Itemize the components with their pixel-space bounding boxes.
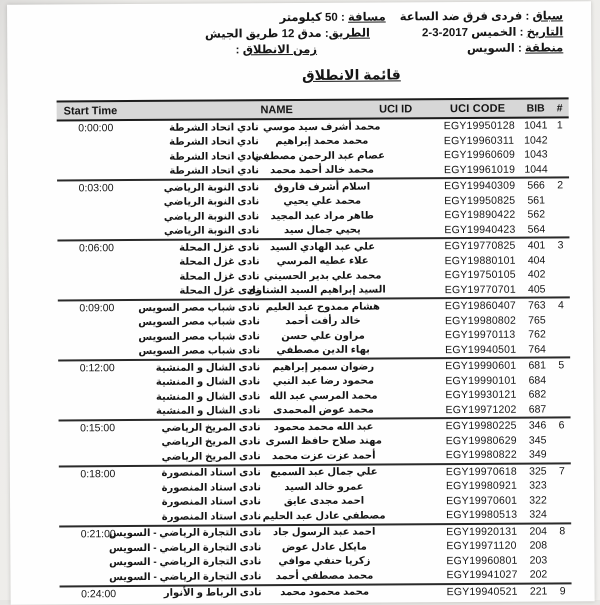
col-header-start-time: Start Time: [57, 105, 129, 117]
uci-code-cell: EGY19750105: [436, 269, 522, 282]
rider-row: [57, 162, 569, 180]
rider-name-cell: رضوان سمير إبراهيم: [260, 361, 386, 373]
club-cell: نادى التجارة الرياضي - السويس: [131, 571, 261, 583]
rider-name-cell: مصطفي عادل عبد الحليم: [261, 510, 387, 522]
rider-name-cell: محمد المرسي عبد الله: [260, 390, 386, 402]
rider-row: [59, 567, 571, 585]
rider-name-cell: أحمد عزت عزت محمد: [261, 450, 387, 462]
club-cell: نادى المريخ الرياضي: [131, 422, 261, 434]
bib-cell: 684: [522, 374, 552, 386]
uci-code-cell: EGY19940501: [436, 343, 522, 356]
start-time-cell: 0:12:00: [58, 362, 130, 374]
rider-name-cell: محمد مصطفي أحمد: [261, 570, 387, 582]
rider-name-cell: احمد مجدى عايق: [261, 496, 387, 508]
region-field: منطقة : السويس: [467, 40, 563, 57]
club-cell: نادى الشال و المنشية: [130, 376, 260, 388]
uci-code-cell: EGY19770825: [435, 240, 521, 253]
race-field: سباق : فردى فرق ضد الساعة: [400, 8, 563, 25]
uci-code-cell: EGY19980629: [437, 434, 523, 447]
group-number-cell: 3: [551, 240, 569, 252]
start-time-cell: 0:21:00: [59, 528, 131, 540]
group-number-cell: 5: [552, 360, 570, 372]
club-cell: نادى التجارة الرياضي - السويس: [131, 556, 261, 568]
club-cell: نادى غزل المحلة: [130, 285, 260, 297]
uci-code-cell: EGY19960801: [437, 554, 523, 567]
date-field: التاريخ : الخميس 2017-3-2: [422, 24, 563, 41]
club-cell: نادي اتحاد الشرطة: [129, 165, 259, 177]
uci-code-cell: EGY19860407: [436, 300, 522, 313]
bib-cell: 566: [521, 180, 551, 192]
group-number-cell: 6: [553, 420, 571, 432]
uci-code-cell: EGY19971202: [436, 403, 522, 416]
bib-cell: 203: [523, 554, 553, 566]
club-cell: نادى النوبة الرياضي: [129, 182, 259, 194]
bib-cell: 564: [521, 223, 551, 235]
club-cell: نادى شباب مصر السويس: [130, 331, 260, 343]
bib-cell: 401: [521, 240, 551, 252]
club-cell: نادى استاد المنصورة: [131, 511, 261, 523]
page-title: قائمة الانطلاق: [59, 65, 600, 86]
group-number-cell: 7: [553, 465, 571, 477]
club-cell: نادى استاد المنصورة: [131, 496, 261, 508]
uci-code-cell: EGY19940521: [438, 585, 524, 598]
club-cell: نادى الشال و المنشية: [130, 362, 260, 374]
col-header-number: #: [551, 102, 569, 114]
club-cell: نادى النوبة الرياضي: [129, 196, 259, 208]
uci-code-cell: EGY19920131: [437, 525, 523, 538]
club-cell: نادى المريخ الرياضي: [131, 451, 261, 463]
rider-name-cell: يحيي جمال سيد: [259, 225, 385, 237]
road-field: الطريق: مدق 12 طريق الجيش: [205, 26, 370, 43]
club-cell: نادي اتحاد الشرطة: [129, 151, 259, 163]
rider-name-cell: احمد عبد الرسول جاد: [261, 527, 387, 539]
uci-code-cell: EGY19980225: [437, 420, 523, 433]
rider-name-cell: علاء عطيه المرسي: [260, 256, 386, 268]
bib-cell: 349: [523, 449, 553, 461]
bib-cell: 562: [521, 209, 551, 221]
uci-code-cell: EGY19970601: [437, 494, 523, 507]
team-group: [59, 524, 571, 587]
rider-name-cell: مراون علي حسن: [260, 330, 386, 342]
club-cell: نادي اتحاد الشرطة: [129, 122, 259, 134]
group-number-cell: 8: [553, 525, 571, 537]
club-cell: نادى التجارة الرياضي - السويس: [131, 542, 261, 554]
start-time-cell: 0:06:00: [57, 242, 129, 254]
uci-code-cell: EGY19890422: [435, 209, 521, 222]
club-cell: نادى استاد المنصورة: [131, 482, 261, 494]
club-cell: نادي اتحاد الشرطة: [129, 136, 259, 148]
uci-code-cell: EGY19940423: [435, 223, 521, 236]
team-group: [60, 584, 572, 602]
uci-code-cell: EGY19950825: [435, 194, 521, 207]
uci-code-cell: EGY19930121: [436, 389, 522, 402]
rider-name-cell: محمد علي يحيي: [259, 196, 385, 208]
uci-code-cell: EGY19960609: [435, 149, 521, 162]
bib-cell: 1042: [521, 134, 551, 146]
club-cell: نادى الشال و المنشية: [130, 405, 260, 417]
bib-cell: 404: [522, 254, 552, 266]
bib-cell: 762: [522, 329, 552, 341]
team-group: [57, 238, 569, 301]
rider-row: [57, 222, 569, 240]
group-number-cell: 9: [554, 585, 572, 597]
club-cell: نادى شباب مصر السويس: [130, 345, 260, 357]
uci-code-cell: EGY19961019: [435, 163, 521, 176]
club-cell: نادى غزل المحلة: [130, 271, 260, 283]
distance-field: مسافة : 50 كيلومتر: [280, 9, 386, 26]
rider-row: [59, 507, 571, 525]
bib-cell: 765: [522, 314, 552, 326]
team-group: [59, 418, 571, 467]
bib-cell: 346: [523, 420, 553, 432]
bib-cell: 322: [523, 494, 553, 506]
start-time-cell: 0:00:00: [57, 122, 129, 134]
rider-name-cell: محمد عوض المحمدى: [260, 405, 386, 417]
uci-code-cell: EGY19941027: [437, 569, 523, 582]
rider-name-cell: علي عبد الهادي السيد: [259, 241, 385, 253]
team-group: [57, 118, 569, 181]
bib-cell: 405: [522, 283, 552, 295]
club-cell: نادى استاد المنصورة: [131, 467, 261, 479]
team-group: [57, 178, 569, 241]
bib-cell: 561: [521, 194, 551, 206]
rider-row: [58, 342, 570, 360]
rider-name-cell: زكريا حنفي موافي: [261, 556, 387, 568]
bib-cell: 1043: [521, 149, 551, 161]
rider-row: [58, 402, 570, 420]
rider-row: [60, 584, 572, 602]
start-list-table: [57, 97, 572, 601]
club-cell: نادى الرباط و الأنوار: [132, 587, 262, 599]
rider-name-cell: محمد علي بدير الحسيني: [260, 270, 386, 282]
uci-code-cell: EGY19980921: [437, 480, 523, 493]
start-time-cell: 0:09:00: [58, 302, 130, 314]
bib-cell: 681: [522, 360, 552, 372]
race-info-row-3: [7, 40, 563, 59]
document-page: [7, 1, 595, 605]
rider-name-cell: محمد خالد أحمد محمد: [259, 165, 385, 177]
bib-cell: 325: [523, 465, 553, 477]
uci-code-cell: EGY19880101: [436, 254, 522, 267]
bib-cell: 763: [522, 300, 552, 312]
rider-name-cell: محمد محمود محمد: [262, 587, 388, 599]
race-info-block: [7, 1, 591, 60]
rider-name-cell: اسلام أشرف فاروق: [259, 181, 385, 193]
group-number-cell: 4: [552, 300, 570, 312]
uci-code-cell: EGY19980513: [437, 509, 523, 522]
uci-code-cell: EGY19940309: [435, 180, 521, 193]
club-cell: نادى المريخ الرياضي: [131, 436, 261, 448]
table-body: [57, 118, 572, 601]
rider-name-cell: عمرو خالد السيد: [261, 481, 387, 493]
group-number-cell: 1: [551, 120, 569, 132]
team-group: [59, 464, 571, 527]
group-number-cell: 2: [551, 180, 569, 192]
rider-row: [59, 447, 571, 465]
bib-cell: 323: [523, 480, 553, 492]
rider-row: [58, 282, 570, 300]
team-group: [58, 298, 570, 361]
bib-cell: 1041: [521, 120, 551, 132]
start-time-field: زمن الانطلاق :: [236, 42, 317, 58]
uci-code-cell: EGY19770701: [436, 283, 522, 296]
bib-cell: 204: [523, 525, 553, 537]
rider-name-cell: محمد محمد إبراهيم: [259, 136, 385, 148]
rider-name-cell: محمود رضا عبد النبي: [260, 376, 386, 388]
bib-cell: 345: [523, 434, 553, 446]
club-cell: نادى النوبة الرياضي: [129, 225, 259, 237]
col-header-uci-code: UCI CODE: [435, 102, 521, 115]
bib-cell: 221: [524, 585, 554, 597]
col-header-name: NAME: [129, 103, 385, 117]
bib-cell: 682: [522, 389, 552, 401]
rider-name-cell: بهاء الدين مصطفي: [260, 345, 386, 357]
club-cell: نادى التجارة الرياضي - السويس: [131, 527, 261, 539]
rider-name-cell: علي جمال عبد السميع: [261, 467, 387, 479]
bib-cell: 402: [522, 269, 552, 281]
uci-code-cell: EGY19980822: [437, 449, 523, 462]
rider-name-cell: هشام ممدوح عبد العليم: [260, 301, 386, 313]
bib-cell: 764: [522, 343, 552, 355]
start-time-cell: 0:15:00: [59, 422, 131, 434]
club-cell: نادى غزل المحلة: [130, 256, 260, 268]
start-time-cell: 0:18:00: [59, 468, 131, 480]
bib-cell: 324: [523, 509, 553, 521]
club-cell: نادى شباب مصر السويس: [130, 316, 260, 328]
start-time-cell: 0:03:00: [57, 182, 129, 194]
col-header-uci-id: UCI ID: [371, 103, 421, 115]
uci-code-cell: EGY19971120: [437, 540, 523, 553]
uci-code-cell: EGY19980802: [436, 314, 522, 327]
rider-name-cell: مايكل عادل عوض: [261, 541, 387, 553]
start-time-cell: 0:24:00: [60, 588, 132, 600]
rider-name-cell: طاهر مراد عبد المجيد: [259, 210, 385, 222]
rider-name-cell: محمد أشرف سيد موسي: [259, 121, 385, 133]
uci-code-cell: EGY19950128: [435, 120, 521, 133]
bib-cell: 687: [522, 403, 552, 415]
bib-cell: 202: [523, 569, 553, 581]
team-group: [58, 358, 570, 421]
club-cell: نادى الشال و المنشية: [130, 391, 260, 403]
rider-name-cell: خالد رأفت أحمد: [260, 316, 386, 328]
bib-cell: 208: [523, 540, 553, 552]
club-cell: نادى غزل المحلة: [129, 242, 259, 254]
rider-name-cell: عبد الله محمد محمود: [261, 421, 387, 433]
rider-name-cell: السيد إبراهيم السيد الشناوى: [260, 285, 386, 297]
club-cell: نادى شباب مصر السويس: [130, 302, 260, 314]
uci-code-cell: EGY19970618: [437, 465, 523, 478]
uci-code-cell: EGY19960311: [435, 134, 521, 147]
uci-code-cell: EGY19990101: [436, 374, 522, 387]
bib-cell: 1044: [521, 163, 551, 175]
rider-name-cell: عصام عبد الرحمن مصطفي: [259, 150, 385, 162]
col-header-bib: BIB: [521, 102, 551, 114]
club-cell: نادى النوبة الرياضي: [129, 211, 259, 223]
rider-name-cell: مهند صلاح حافظ السرى: [261, 436, 387, 448]
uci-code-cell: EGY19990601: [436, 360, 522, 373]
uci-code-cell: EGY19970113: [436, 329, 522, 342]
